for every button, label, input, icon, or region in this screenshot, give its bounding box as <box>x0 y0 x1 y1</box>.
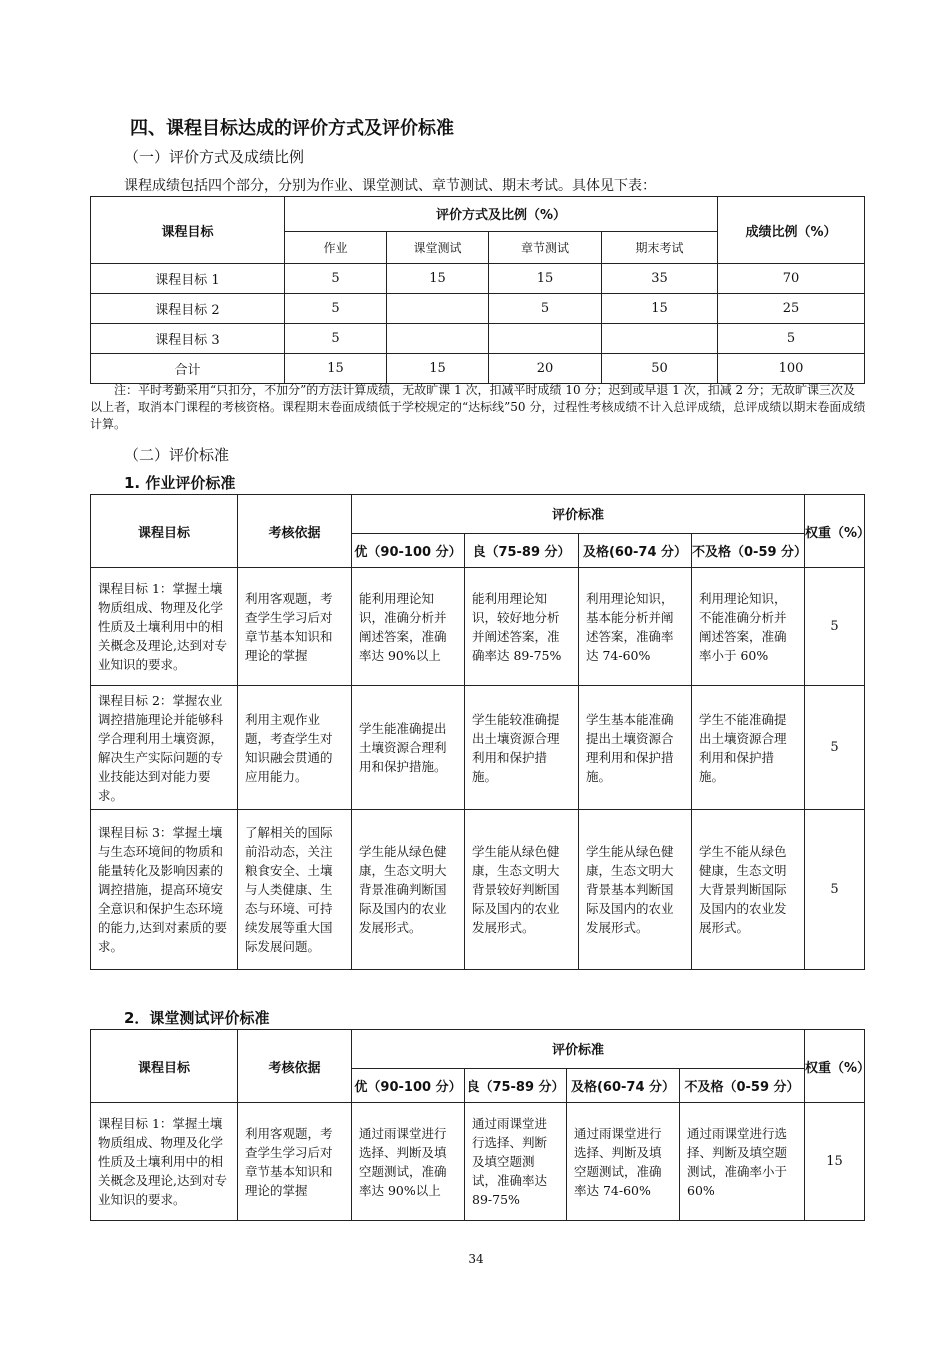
t1-subheader: 课堂测试 <box>387 231 489 264</box>
t3-header-weight: 权重（%） <box>805 1030 865 1103</box>
t1-cell: 35 <box>602 264 718 294</box>
t1-header-method: 评价方式及比例（%） <box>285 197 718 232</box>
t2-goal-cell: 课程目标 3：掌握土壤与生态环境间的物质和能量转化及影响因素的调控措施，提高环境安全意识和保护生态环境的能力,达到对素质的要求。 <box>91 810 238 970</box>
t2-grade-cell: 学生能从绿色健康，生态文明大背景准确判断国际及国内的农业发展形式。 <box>352 810 465 970</box>
t2-weight-cell: 5 <box>805 568 865 686</box>
t2-grade-cell: 学生能较准确提出土壤资源合理利用和保护措施。 <box>465 686 579 810</box>
table-row <box>91 354 865 384</box>
t3-grade-cell: 通过雨课堂进行选择、判断及填空题测试，准确率达 74-60% <box>567 1103 680 1221</box>
t2-grade-cell: 能利用理论知识，准确分析并阐述答案，准确率达 90%以上 <box>352 568 465 686</box>
t3-header-standard: 评价标准 <box>352 1030 805 1069</box>
table-row <box>91 1103 865 1221</box>
t2-grade-cell: 学生能准确提出土壤资源合理利用和保护措施。 <box>352 686 465 810</box>
t1-header-goal: 课程目标 <box>91 197 285 264</box>
t2-grade-cell: 学生不能从绿色健康，生态文明大背景判断国际及国内的农业发展形式。 <box>692 810 805 970</box>
t3-grade-cell: 通过雨课堂进行选择、判断及填空题测试，准确率达 90%以上 <box>352 1103 465 1221</box>
t3-grade-header: 良（75-89 分） <box>465 1068 567 1102</box>
t2-grade-cell: 学生能从绿色健康，生态文明大背景基本判断国际及国内的农业发展形式。 <box>579 810 692 970</box>
t1-cell <box>387 294 489 324</box>
t2-grade-header: 及格(60-74 分） <box>579 533 692 567</box>
page-number: 34 <box>468 1252 484 1266</box>
t2-basis-cell: 利用主观作业题，考查学生对知识融会贯通的应用能力。 <box>238 686 352 810</box>
t1-header-ratio: 成绩比例（%） <box>718 197 865 264</box>
t2-header-goal: 课程目标 <box>91 495 238 568</box>
t1-cell: 课程目标 2 <box>91 294 285 324</box>
t2-basis-cell: 利用客观题，考查学生学习后对章节基本知识和理论的掌握 <box>238 568 352 686</box>
t1-cell <box>489 324 602 354</box>
t1-cell: 15 <box>489 264 602 294</box>
t3-grade-cell: 通过雨课堂进行选择、判断及填空题测试，准确率达 89-75% <box>465 1103 567 1221</box>
t1-cell: 5 <box>285 294 387 324</box>
t1-cell <box>602 324 718 354</box>
t1-cell: 15 <box>285 354 387 384</box>
table-row <box>91 686 865 810</box>
t1-subheader: 章节测试 <box>489 231 602 264</box>
t1-cell: 20 <box>489 354 602 384</box>
t2-grade-cell: 学生不能准确提出土壤资源合理利用和保护措施。 <box>692 686 805 810</box>
attendance-note: 注：平时考勤采用“只扣分，不加分”的方法计算成绩，无故旷课 1 次，扣减平时成绩 10 分；迟到或早退 1 次，扣减 2 分；无故旷课三次及以上者，取消本门课程的考核资格。课程期末卷面成绩低于学校规定的“达标线”50 分，过程性考核成绩不计入总评成绩，总评成绩以期末卷面成绩计算。 <box>90 383 866 431</box>
t2-basis-cell: 了解相关的国际前沿动态，关注粮食安全、土壤与人类健康、生态与环境、可持续发展等重大国际发展问题。 <box>238 810 352 970</box>
sub1-title: （一）评价方式及成绩比例 <box>124 148 305 166</box>
t2-grade-header: 良（75-89 分） <box>465 533 579 567</box>
t2-goal-cell: 课程目标 1：掌握土壤物质组成、物理及化学性质及土壤利用中的相关概念及理论,达到对专业知识的要求。 <box>91 568 238 686</box>
t3-weight-cell: 15 <box>805 1103 865 1221</box>
t1-cell: 70 <box>718 264 865 294</box>
table-row <box>91 810 865 970</box>
section-title: 四、课程目标达成的评价方式及评价标准 <box>130 118 454 139</box>
t3-goal-cell: 课程目标 1：掌握土壤物质组成、物理及化学性质及土壤利用中的相关概念及理论,达到对专业知识的要求。 <box>91 1103 238 1221</box>
t1-cell: 25 <box>718 294 865 324</box>
t3-grade-header: 及格(60-74 分） <box>567 1068 680 1102</box>
t1-cell: 100 <box>718 354 865 384</box>
t2-weight-cell: 5 <box>805 686 865 810</box>
t3-grade-header: 优（90-100 分） <box>352 1068 465 1102</box>
classtest-heading: 2．课堂测试评价标准 <box>124 1009 270 1027</box>
t1-subheader: 期末考试 <box>602 231 718 264</box>
classtest-standard-table <box>90 1029 871 1221</box>
t1-cell: 15 <box>602 294 718 324</box>
t1-cell <box>387 324 489 354</box>
t1-cell: 50 <box>602 354 718 384</box>
score-ratio-table <box>90 196 865 384</box>
t2-goal-cell: 课程目标 2：掌握农业调控措施理论并能够科学合理利用土壤资源，解决生产实际问题的专业技能达到对能力要求。 <box>91 686 238 810</box>
homework-standard-table <box>90 494 871 970</box>
sub2-title: （二）评价标准 <box>124 446 230 464</box>
table-row <box>91 568 865 686</box>
t2-grade-cell: 学生基本能准确提出土壤资源合理利用和保护措施。 <box>579 686 692 810</box>
t1-cell: 合计 <box>91 354 285 384</box>
t1-cell: 15 <box>387 354 489 384</box>
t1-cell: 课程目标 1 <box>91 264 285 294</box>
t1-cell: 5 <box>285 264 387 294</box>
homework-heading: 1. 作业评价标准 <box>124 474 236 492</box>
t2-grade-cell: 能利用理论知识，较好地分析并阐述答案，准确率达 89-75% <box>465 568 579 686</box>
t3-grade-cell: 通过雨课堂进行选择、判断及填空题测试，准确率小于 60% <box>680 1103 805 1221</box>
table-row <box>91 324 865 354</box>
t3-grade-header: 不及格（0-59 分） <box>680 1068 805 1102</box>
t2-header-standard: 评价标准 <box>352 495 805 534</box>
t1-cell: 课程目标 3 <box>91 324 285 354</box>
t1-cell: 5 <box>285 324 387 354</box>
t2-grade-cell: 利用理论知识，不能准确分析并阐述答案，准确率小于 60% <box>692 568 805 686</box>
t2-grade-header: 优（90-100 分） <box>352 533 465 567</box>
t3-basis-cell: 利用客观题，考查学生学习后对章节基本知识和理论的掌握 <box>238 1103 352 1221</box>
table-row <box>91 264 865 294</box>
t2-header-basis: 考核依据 <box>238 495 352 568</box>
t2-grade-cell: 学生能从绿色健康，生态文明大背景较好判断国际及国内的农业发展形式。 <box>465 810 579 970</box>
t2-grade-header: 不及格（0-59 分） <box>692 533 805 567</box>
t3-header-basis: 考核依据 <box>238 1030 352 1103</box>
intro-text: 课程成绩包括四个部分，分别为作业、课堂测试、章节测试、期末考试。具体见下表： <box>124 178 656 194</box>
t1-cell: 5 <box>489 294 602 324</box>
t2-header-weight: 权重（%） <box>805 495 865 568</box>
t3-header-goal: 课程目标 <box>91 1030 238 1103</box>
t1-cell: 5 <box>718 324 865 354</box>
table-row <box>91 294 865 324</box>
t1-cell: 15 <box>387 264 489 294</box>
t1-subheader: 作业 <box>285 231 387 264</box>
t2-weight-cell: 5 <box>805 810 865 970</box>
t2-grade-cell: 利用理论知识，基本能分析并阐述答案，准确率达 74-60% <box>579 568 692 686</box>
